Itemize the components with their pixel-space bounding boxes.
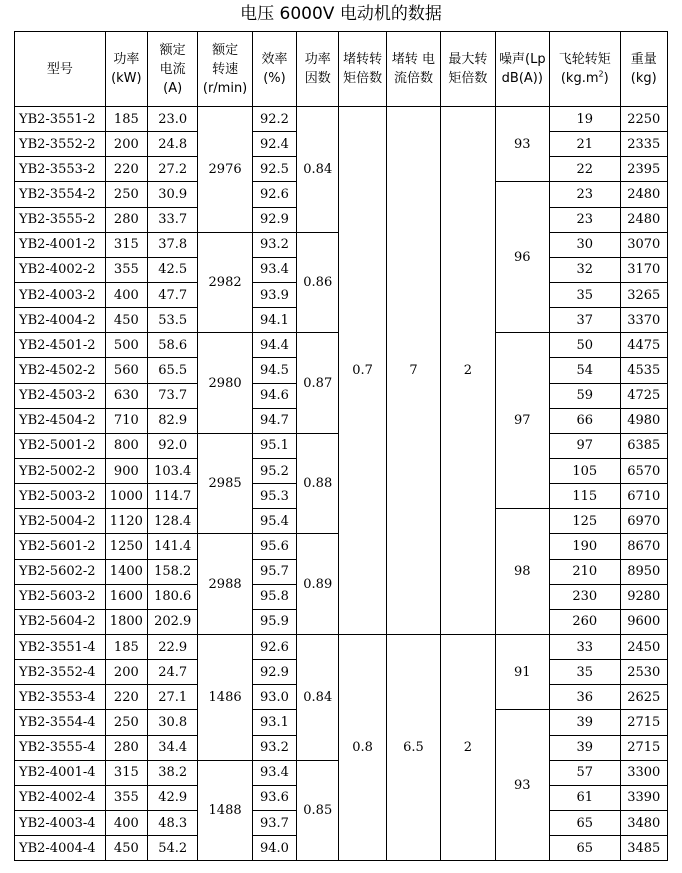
power-cell: 200 [105,660,147,685]
rated-current-cell: 180.6 [148,584,198,609]
model-cell: YB2-3554-4 [15,710,106,735]
rated-current-cell: 73.7 [148,383,198,408]
flywheel-torque-cell: 210 [550,559,621,584]
weight-cell: 4980 [620,408,667,433]
model-cell: YB2-4502-2 [15,358,106,383]
rated-current-cell: 27.1 [148,685,198,710]
model-cell: YB2-3553-2 [15,157,106,182]
weight-cell: 4725 [620,383,667,408]
model-cell: YB2-5001-2 [15,433,106,458]
efficiency-cell: 94.5 [252,358,296,383]
model-cell: YB2-5603-2 [15,584,106,609]
efficiency-cell: 92.2 [252,107,296,132]
flywheel-torque-cell: 35 [550,660,621,685]
rated-current-cell: 65.5 [148,358,198,383]
flywheel-torque-cell: 23 [550,207,621,232]
flywheel-torque-cell: 125 [550,509,621,534]
flywheel-torque-cell: 115 [550,484,621,509]
model-cell: YB2-4004-4 [15,836,106,861]
noise-cell: 93 [495,710,549,861]
efficiency-cell: 93.0 [252,685,296,710]
efficiency-cell: 94.6 [252,383,296,408]
model-cell: YB2-4503-2 [15,383,106,408]
header-weight: 重量 (kg) [620,32,667,107]
efficiency-cell: 92.9 [252,660,296,685]
header-power: 功率 (kW) [105,32,147,107]
flywheel-torque-cell: 50 [550,333,621,358]
model-cell: YB2-4003-4 [15,810,106,835]
power-cell: 800 [105,433,147,458]
header-power-factor: 功率 因数 [297,32,339,107]
flywheel-torque-cell: 105 [550,458,621,483]
power-factor-cell: 0.88 [297,433,339,534]
efficiency-cell: 93.4 [252,760,296,785]
weight-cell: 9280 [620,584,667,609]
power-cell: 1120 [105,509,147,534]
power-cell: 450 [105,836,147,861]
weight-cell: 4475 [620,333,667,358]
power-cell: 900 [105,458,147,483]
weight-cell: 2450 [620,634,667,659]
rated-speed-cell: 2985 [198,433,252,534]
rated-current-cell: 128.4 [148,509,198,534]
locked-rotor-current-cell: 7 [386,107,440,635]
rated-current-cell: 30.9 [148,182,198,207]
model-cell: YB2-5002-2 [15,458,106,483]
weight-cell: 2250 [620,107,667,132]
flywheel-torque-cell: 19 [550,107,621,132]
power-cell: 200 [105,132,147,157]
flywheel-torque-cell: 190 [550,534,621,559]
rated-speed-cell: 2988 [198,534,252,635]
rated-current-cell: 114.7 [148,484,198,509]
rated-current-cell: 33.7 [148,207,198,232]
rated-current-cell: 82.9 [148,408,198,433]
rated-current-cell: 48.3 [148,810,198,835]
flywheel-torque-cell: 66 [550,408,621,433]
efficiency-cell: 95.8 [252,584,296,609]
model-cell: YB2-3555-4 [15,735,106,760]
flywheel-torque-cell: 54 [550,358,621,383]
max-torque-cell: 2 [441,634,495,860]
flywheel-torque-cell: 22 [550,157,621,182]
power-cell: 355 [105,785,147,810]
weight-cell: 2530 [620,660,667,685]
efficiency-cell: 95.1 [252,433,296,458]
flywheel-torque-cell: 59 [550,383,621,408]
rated-current-cell: 38.2 [148,760,198,785]
efficiency-cell: 92.4 [252,132,296,157]
weight-cell: 3300 [620,760,667,785]
flywheel-torque-cell: 30 [550,232,621,257]
power-cell: 1800 [105,609,147,634]
rated-current-cell: 34.4 [148,735,198,760]
flywheel-torque-cell: 39 [550,710,621,735]
power-cell: 185 [105,107,147,132]
model-cell: YB2-4003-2 [15,282,106,307]
power-cell: 450 [105,308,147,333]
locked-rotor-torque-cell: 0.8 [339,634,386,860]
model-cell: YB2-4504-2 [15,408,106,433]
weight-cell: 2395 [620,157,667,182]
header-noise: 噪声(Lp dB(A)) [495,32,549,107]
weight-cell: 3480 [620,810,667,835]
model-cell: YB2-4501-2 [15,333,106,358]
weight-cell: 3170 [620,257,667,282]
weight-cell: 6970 [620,509,667,534]
weight-cell: 9600 [620,609,667,634]
power-cell: 280 [105,735,147,760]
weight-cell: 6570 [620,458,667,483]
header-efficiency: 效率 (%) [252,32,296,107]
efficiency-cell: 95.4 [252,509,296,534]
efficiency-cell: 95.7 [252,559,296,584]
rated-current-cell: 22.9 [148,634,198,659]
weight-cell: 3370 [620,308,667,333]
locked-rotor-current-cell: 6.5 [386,634,440,860]
noise-cell: 97 [495,333,549,509]
flywheel-torque-cell: 33 [550,634,621,659]
rated-current-cell: 53.5 [148,308,198,333]
power-factor-cell: 0.86 [297,232,339,333]
power-cell: 560 [105,358,147,383]
rated-current-cell: 141.4 [148,534,198,559]
weight-cell: 3070 [620,232,667,257]
rated-current-cell: 103.4 [148,458,198,483]
header-rated-speed: 额定 转速 (r/min) [198,32,252,107]
efficiency-cell: 95.2 [252,458,296,483]
efficiency-cell: 94.0 [252,836,296,861]
model-cell: YB2-4004-2 [15,308,106,333]
power-cell: 250 [105,710,147,735]
header-locked-rotor-current: 堵转 电 流倍数 [386,32,440,107]
model-cell: YB2-3553-4 [15,685,106,710]
flywheel-torque-cell: 32 [550,257,621,282]
efficiency-cell: 93.4 [252,257,296,282]
rated-speed-cell: 2976 [198,107,252,233]
efficiency-cell: 93.7 [252,810,296,835]
flywheel-torque-cell: 36 [550,685,621,710]
rated-speed-cell: 2982 [198,232,252,333]
efficiency-cell: 95.3 [252,484,296,509]
power-cell: 500 [105,333,147,358]
weight-cell: 2335 [620,132,667,157]
rated-speed-cell: 2980 [198,333,252,434]
flywheel-torque-cell: 97 [550,433,621,458]
efficiency-cell: 92.9 [252,207,296,232]
power-cell: 355 [105,257,147,282]
power-cell: 1250 [105,534,147,559]
flywheel-torque-cell: 260 [550,609,621,634]
rated-current-cell: 37.8 [148,232,198,257]
efficiency-cell: 93.2 [252,735,296,760]
model-cell: YB2-5003-2 [15,484,106,509]
rated-speed-cell: 1488 [198,760,252,861]
flywheel-torque-cell: 57 [550,760,621,785]
model-cell: YB2-3554-2 [15,182,106,207]
model-cell: YB2-3551-2 [15,107,106,132]
power-factor-cell: 0.89 [297,534,339,635]
rated-current-cell: 27.2 [148,157,198,182]
model-cell: YB2-5004-2 [15,509,106,534]
rated-current-cell: 58.6 [148,333,198,358]
flywheel-torque-cell: 65 [550,836,621,861]
rated-current-cell: 24.8 [148,132,198,157]
model-cell: YB2-5601-2 [15,534,106,559]
power-cell: 185 [105,634,147,659]
model-cell: YB2-5602-2 [15,559,106,584]
power-cell: 400 [105,282,147,307]
model-cell: YB2-3552-4 [15,660,106,685]
noise-cell: 93 [495,107,549,182]
model-cell: YB2-5604-2 [15,609,106,634]
flywheel-torque-cell: 37 [550,308,621,333]
power-factor-cell: 0.84 [297,634,339,760]
rated-current-cell: 54.2 [148,836,198,861]
efficiency-cell: 95.6 [252,534,296,559]
efficiency-cell: 94.1 [252,308,296,333]
table-row [15,107,668,132]
header-rated-current: 额定 电流 (A) [148,32,198,107]
weight-cell: 4535 [620,358,667,383]
rated-current-cell: 23.0 [148,107,198,132]
weight-cell: 6710 [620,484,667,509]
efficiency-cell: 94.4 [252,333,296,358]
model-cell: YB2-3552-2 [15,132,106,157]
power-cell: 315 [105,232,147,257]
header-locked-rotor-torque: 堵转转 矩倍数 [339,32,386,107]
model-cell: YB2-3551-4 [15,634,106,659]
table-row [15,634,668,659]
rated-current-cell: 92.0 [148,433,198,458]
rated-current-cell: 42.5 [148,257,198,282]
table-header-row [15,32,668,107]
model-cell: YB2-4001-2 [15,232,106,257]
power-cell: 1600 [105,584,147,609]
power-factor-cell: 0.85 [297,760,339,861]
power-cell: 1400 [105,559,147,584]
noise-cell: 91 [495,634,549,709]
efficiency-cell: 92.6 [252,634,296,659]
model-cell: YB2-4002-2 [15,257,106,282]
power-cell: 1000 [105,484,147,509]
weight-cell: 2480 [620,182,667,207]
efficiency-cell: 93.2 [252,232,296,257]
power-cell: 220 [105,157,147,182]
max-torque-cell: 2 [441,107,495,635]
model-cell: YB2-4002-4 [15,785,106,810]
rated-speed-cell: 1486 [198,634,252,760]
rated-current-cell: 47.7 [148,282,198,307]
rated-current-cell: 158.2 [148,559,198,584]
power-cell: 400 [105,810,147,835]
power-cell: 220 [105,685,147,710]
power-cell: 710 [105,408,147,433]
rated-current-cell: 202.9 [148,609,198,634]
power-factor-cell: 0.84 [297,107,339,233]
weight-cell: 3265 [620,282,667,307]
flywheel-torque-cell: 21 [550,132,621,157]
power-cell: 315 [105,760,147,785]
weight-cell: 3390 [620,785,667,810]
weight-cell: 2715 [620,710,667,735]
efficiency-cell: 93.6 [252,785,296,810]
rated-current-cell: 42.9 [148,785,198,810]
power-cell: 250 [105,182,147,207]
page-title: 电压 6000V 电动机的数据 [240,4,442,24]
header-model: 型号 [15,32,106,107]
flywheel-torque-cell: 35 [550,282,621,307]
noise-cell: 96 [495,182,549,333]
flywheel-torque-cell: 39 [550,735,621,760]
efficiency-cell: 95.9 [252,609,296,634]
weight-cell: 6385 [620,433,667,458]
weight-cell: 8950 [620,559,667,584]
weight-cell: 3485 [620,836,667,861]
flywheel-torque-cell: 65 [550,810,621,835]
model-cell: YB2-4001-4 [15,760,106,785]
flywheel-torque-cell: 23 [550,182,621,207]
weight-cell: 2480 [620,207,667,232]
power-cell: 280 [105,207,147,232]
weight-cell: 8670 [620,534,667,559]
rated-current-cell: 24.7 [148,660,198,685]
table-body [15,107,668,861]
flywheel-torque-cell: 61 [550,785,621,810]
efficiency-cell: 93.9 [252,282,296,307]
header-max-torque: 最大转 矩倍数 [441,32,495,107]
efficiency-cell: 92.6 [252,182,296,207]
rated-current-cell: 30.8 [148,710,198,735]
model-cell: YB2-3555-2 [15,207,106,232]
power-factor-cell: 0.87 [297,333,339,434]
noise-cell: 98 [495,509,549,635]
weight-cell: 2625 [620,685,667,710]
motor-data-table [14,31,668,861]
efficiency-cell: 94.7 [252,408,296,433]
power-cell: 630 [105,383,147,408]
weight-cell: 2715 [620,735,667,760]
header-flywheel-torque: 飞轮转矩 $(kg.m^2)$ [550,32,621,107]
efficiency-cell: 92.5 [252,157,296,182]
locked-rotor-torque-cell: 0.7 [339,107,386,635]
efficiency-cell: 93.1 [252,710,296,735]
flywheel-torque-cell: 230 [550,584,621,609]
